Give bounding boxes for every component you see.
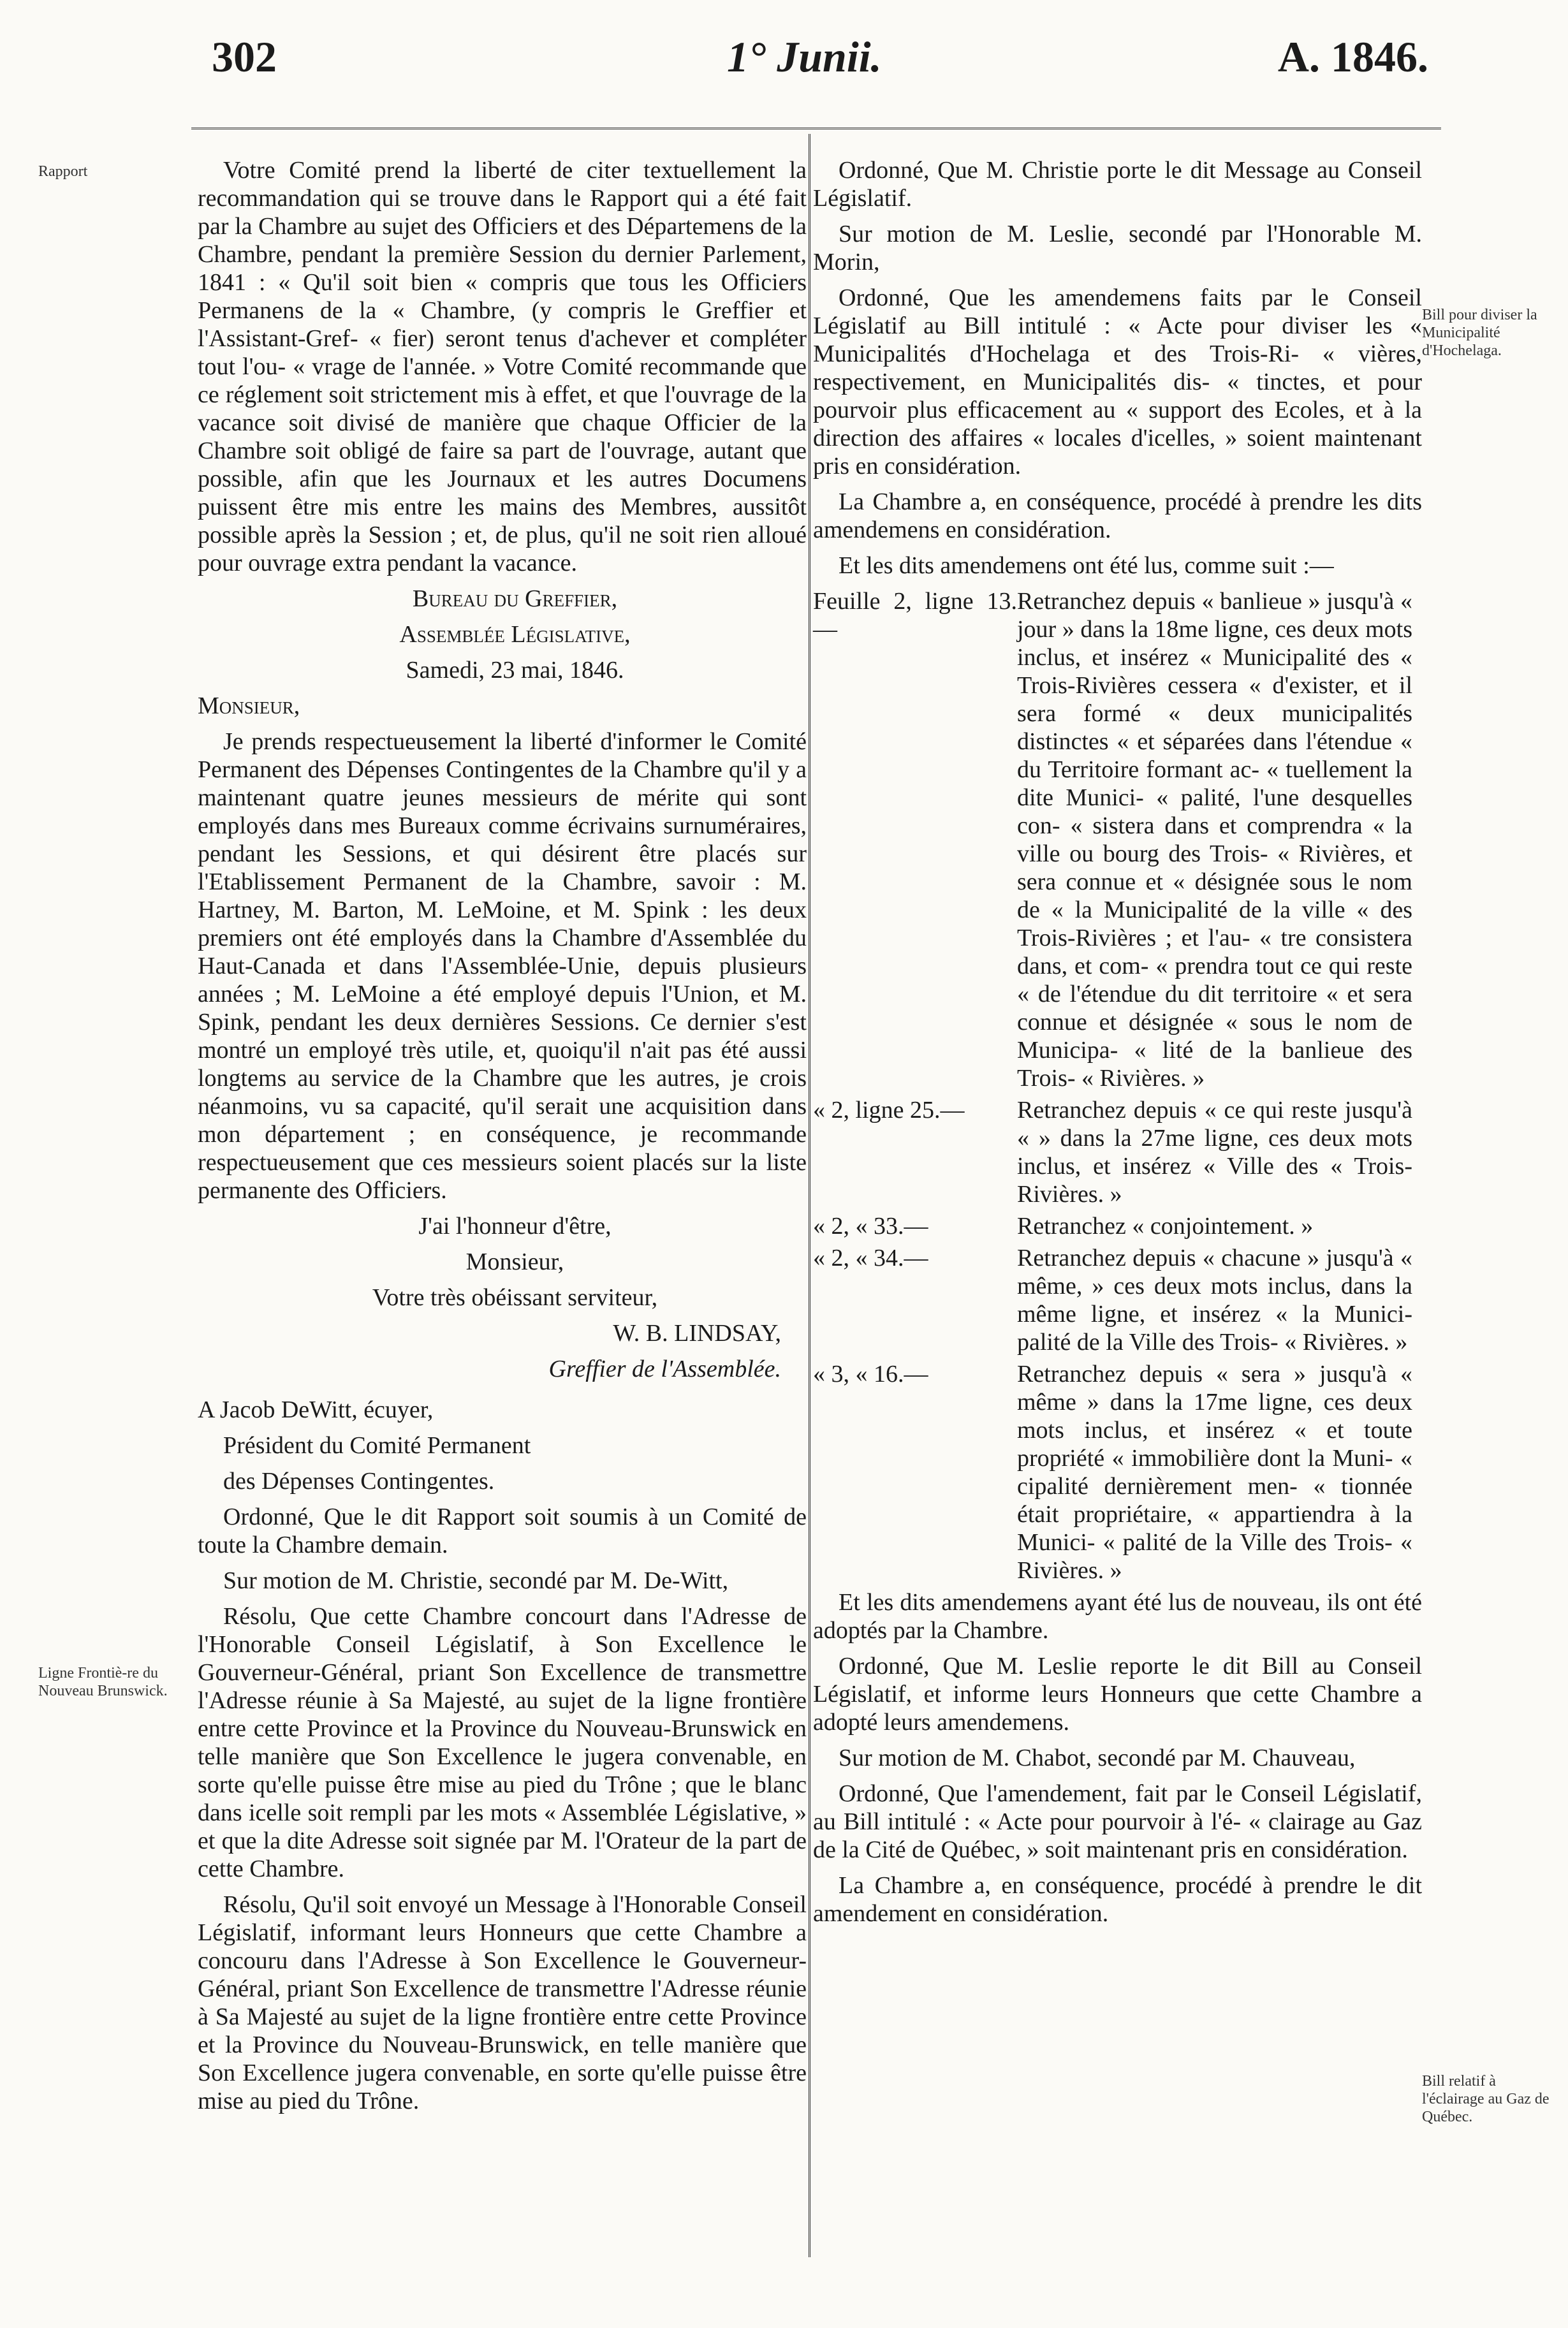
motion-christie: Sur motion de M. Christie, secondé par M. De-Witt, xyxy=(223,1567,729,1594)
amendment-3-ref: « 2, « 33.— xyxy=(813,1213,928,1240)
amendment-5-ref: « 3, « 16.— xyxy=(813,1361,928,1387)
ordonne-eclairage: Ordonné, Que l'amendement, fait par le Conseil Législatif, au Bill intitulé : « Acte pour pourvoir à l'é- « clairage au Gaz de la Cité de Québec, » soit maintenant pris en considération. xyxy=(813,1780,1422,1863)
amendment-3-text: Retranchez « conjointement. » xyxy=(1017,1213,1314,1240)
signature-name: W. B. LINDSAY, xyxy=(613,1320,781,1347)
amendment-1-ref: Feuille 2, ligne 13.— xyxy=(813,588,1017,643)
motion-leslie: Sur motion de M. Leslie, secondé par l'Honorable M. Morin, xyxy=(813,221,1422,275)
bureau-date: Samedi, 23 mai, 1846. xyxy=(406,657,624,684)
bureau-line-2: Assemblée Législative, xyxy=(399,621,631,648)
margin-note-rapport: Rapport xyxy=(38,163,88,180)
amendment-4 xyxy=(813,1244,1422,1356)
chambre-procede-eclairage: La Chambre a, en conséquence, procédé à prendre le dit amendement en considération. xyxy=(813,1872,1422,1927)
margin-note-ligne-frontiere: Ligne Frontiè-re du Nouveau Brunswick. xyxy=(38,1665,168,1699)
letter-body: Je prends respectueusement la liberté d'informer le Comité Permanent des Dépenses Contingentes de la Chambre qu'il y a maintenant quatre jeunes messieurs de mérite qui sont employés dans mes Bureaux comme écrivains surnuméraires, pendant les Sessions, et qui désirent être placés sur l'Etablissement Permanent de la Chambre, savoir : M. Hartney, M. Barton, M. LeMoine, et M. Spink : les deux premiers ont été employés dans la Chambre d'Assemblée du Haut-Canada et dans l'Assemblée-Unie, depuis plusieurs années ; M. LeMoine a été employé depuis l'Union, et M. Spink, pendant les deux dernières Sessions. Ce dernier s'est montré un employé très utile, et, quoiqu'il n'ait pas été aussi longtems au service de la Chambre que les autres, je crois néanmoins, vu sa capacité, qu'il serait une acquisition dans mon département ; en conséquence, je recommande respectueusement que ces messieurs soient placés sur la liste permanente des Officiers. xyxy=(198,728,807,1204)
page-number: 302 xyxy=(212,33,277,81)
amendment-4-ref: « 2, « 34.— xyxy=(813,1245,928,1271)
address-line-3: des Dépenses Contingentes. xyxy=(223,1468,495,1495)
resolu-message: Résolu, Qu'il soit envoyé un Message à l'Honorable Conseil Législatif, informant leurs Honneurs que cette Chambre a concouru dans l'Adresse à Son Excellence le Gouverneur-Général, priant Son Excellence de transmettre l'Adresse réunie à Sa Majesté au sujet de la ligne frontière entre cette Province et la Province du Nouveau-Brunswick, en telle manière que Son Excellence jugera convenable, en sorte qu'elle puisse être mise au pied du Trône. xyxy=(198,1891,807,2114)
amendment-1 xyxy=(813,587,1422,1092)
header-rule xyxy=(191,128,1441,129)
amendemens-adoptes: Et les dits amendemens ayant été lus de nouveau, ils ont été adoptés par la Chambre. xyxy=(813,1589,1422,1644)
margin-note-bill-municipalites: Bill pour diviser la Municipalité d'Hochelaga. xyxy=(1422,307,1537,359)
amendment-2-ref: « 2, ligne 25.— xyxy=(813,1097,965,1124)
bureau-line-1: Bureau du Greffier, xyxy=(412,585,618,612)
chambre-procede: La Chambre a, en conséquence, procédé à prendre les dits amendemens en considération. xyxy=(813,488,1422,543)
amendment-5-text: Retranchez depuis « sera » jusqu'à « même » dans la 17me ligne, ces deux mots inclus, et insérez « et toute propriété « immobilière dont la Muni- « cipalité dernièrement men- « tionnée était propriétaire, « appartiendra à la Munici- « palité de la Ville des Trois- « Rivières. » xyxy=(1017,1361,1412,1584)
amendment-3 xyxy=(813,1212,1422,1240)
salutation: Monsieur, xyxy=(198,692,300,719)
address-line-2: Président du Comité Permanent xyxy=(223,1432,531,1459)
page-header xyxy=(204,32,1428,89)
ordonne-rapport: Ordonné, Que le dit Rapport soit soumis à un Comité de toute la Chambre demain. xyxy=(198,1504,807,1558)
column-divider xyxy=(809,134,810,2257)
closing-line-1: J'ai l'honneur d'être, xyxy=(418,1213,612,1240)
left-column xyxy=(198,156,807,2123)
page-year: A. 1846. xyxy=(1277,33,1428,81)
amendment-1-text: Retranchez depuis « banlieue » jusqu'à « jour » dans la 18me ligne, ces deux mots inclus, et insérez « Municipalité des « Trois-Rivières cessera « d'exister, et il sera formé « deux municipalités distinctes « et séparées dans l'étendue « du Territoire formant ac- « tuellement la dite Munici- « palité, l'une desquelles con- « sistera dans et comprendra « la ville ou bourg des Trois- « Rivières, et sera connue et « désignée sous le nom de « la Municipalité de la ville « des Trois-Rivières ; et l'au- « tre consistera dans, et com- « prendra tout ce qui reste « de l'étendue du dit territoire « et sera connue et désignée « sous le nom de Municipa- « lité de la banlieue des Trois- « Rivières. » xyxy=(1017,588,1412,1092)
right-column xyxy=(813,156,1422,1935)
page-date: 1° Junii. xyxy=(727,33,882,81)
left-paragraph-rapport: Votre Comité prend la liberté de citer textuellement la recommandation qui se trouve dans le Rapport qui a été fait par la Chambre au sujet des Officiers et des Départemens de la Chambre, pendant la première Session du dernier Parlement, 1841 : « Qu'il soit bien « compris que tous les Officiers Permanens de la « Chambre, (y compris le Greffier et l'Assistant-Gref- « fier) seront tenus d'achever et compléter tout l'ou- « vrage de l'année. » Votre Comité recommande que ce réglement soit strictement mis à effet, et que l'ouvrage de la vacance soit divisé de manière que chaque Officier de la Chambre soit obligé de faire sa part de l'ouvrage, autant que possible, afin que les Journaux et les autres Documens puissent être mis entre les mains des Membres, aussitôt possible après la Session ; et, de plus, qu'il ne soit rien alloué pour ouvrage extra pendant la vacance. xyxy=(198,157,807,576)
ordonne-leslie: Ordonné, Que M. Leslie reporte le dit Bill au Conseil Législatif, et informe leurs Honneurs que cette Chambre a adopté leurs amendemens. xyxy=(813,1653,1422,1736)
amendment-2 xyxy=(813,1096,1422,1208)
ordonne-message: Ordonné, Que M. Christie porte le dit Message au Conseil Législatif. xyxy=(813,157,1422,212)
margin-note-bill-eclairage: Bill relatif à l'éclairage au Gaz de Québec. xyxy=(1422,2073,1550,2125)
amendment-2-text: Retranchez depuis « ce qui reste jusqu'à « » dans la 27me ligne, ces deux mots inclus, et insérez « Ville des « Trois-Rivières. » xyxy=(1017,1097,1412,1208)
ordonne-amendemens: Ordonné, Que les amendemens faits par le Conseil Législatif au Bill intitulé : « Acte pour diviser les « Municipalités d'Hochelaga et des Trois-Ri- « vières, respectivement, en Municipalités dis- « tinctes, et pour pourvoir plus efficacement au « support des Ecoles, et à la direction des affaires « locales d'icelles, » soient maintenant pris en considération. xyxy=(813,284,1422,480)
motion-chabot: Sur motion de M. Chabot, secondé par M. Chauveau, xyxy=(839,1745,1356,1771)
closing-line-2: Monsieur, xyxy=(465,1248,564,1275)
resolu-adresse: Résolu, Que cette Chambre concourt dans l'Adresse de l'Honorable Conseil Législatif, à Son Excellence le Gouverneur-Général, priant Son Excellence de transmettre l'Adresse réunie à Sa Majesté, au sujet de la ligne frontière entre cette Province et la Province du Nouveau-Brunswick en telle manière que Son Excellence le jugera convenable, en sorte qu'elle puisse être mise au pied du Trône ; que le blanc dans icelle soit rempli par les mots « Assemblée Législative, » et que la dite Adresse soit signée par M. l'Orateur de la part de cette Chambre. xyxy=(198,1603,807,1882)
closing-line-3: Votre très obéissant serviteur, xyxy=(372,1284,658,1311)
amendemens-lus: Et les dits amendemens ont été lus, comme suit :— xyxy=(839,552,1334,579)
amendment-4-text: Retranchez depuis « chacune » jusqu'à « même, » ces deux mots inclus, dans la même ligne, et insérez « la Munici- palité de la Ville des Trois- « Rivières. » xyxy=(1017,1245,1412,1356)
amendment-5 xyxy=(813,1360,1422,1585)
address-line-1: A Jacob DeWitt, écuyer, xyxy=(198,1396,434,1423)
signature-title: Greffier de l'Assemblée. xyxy=(548,1356,781,1382)
